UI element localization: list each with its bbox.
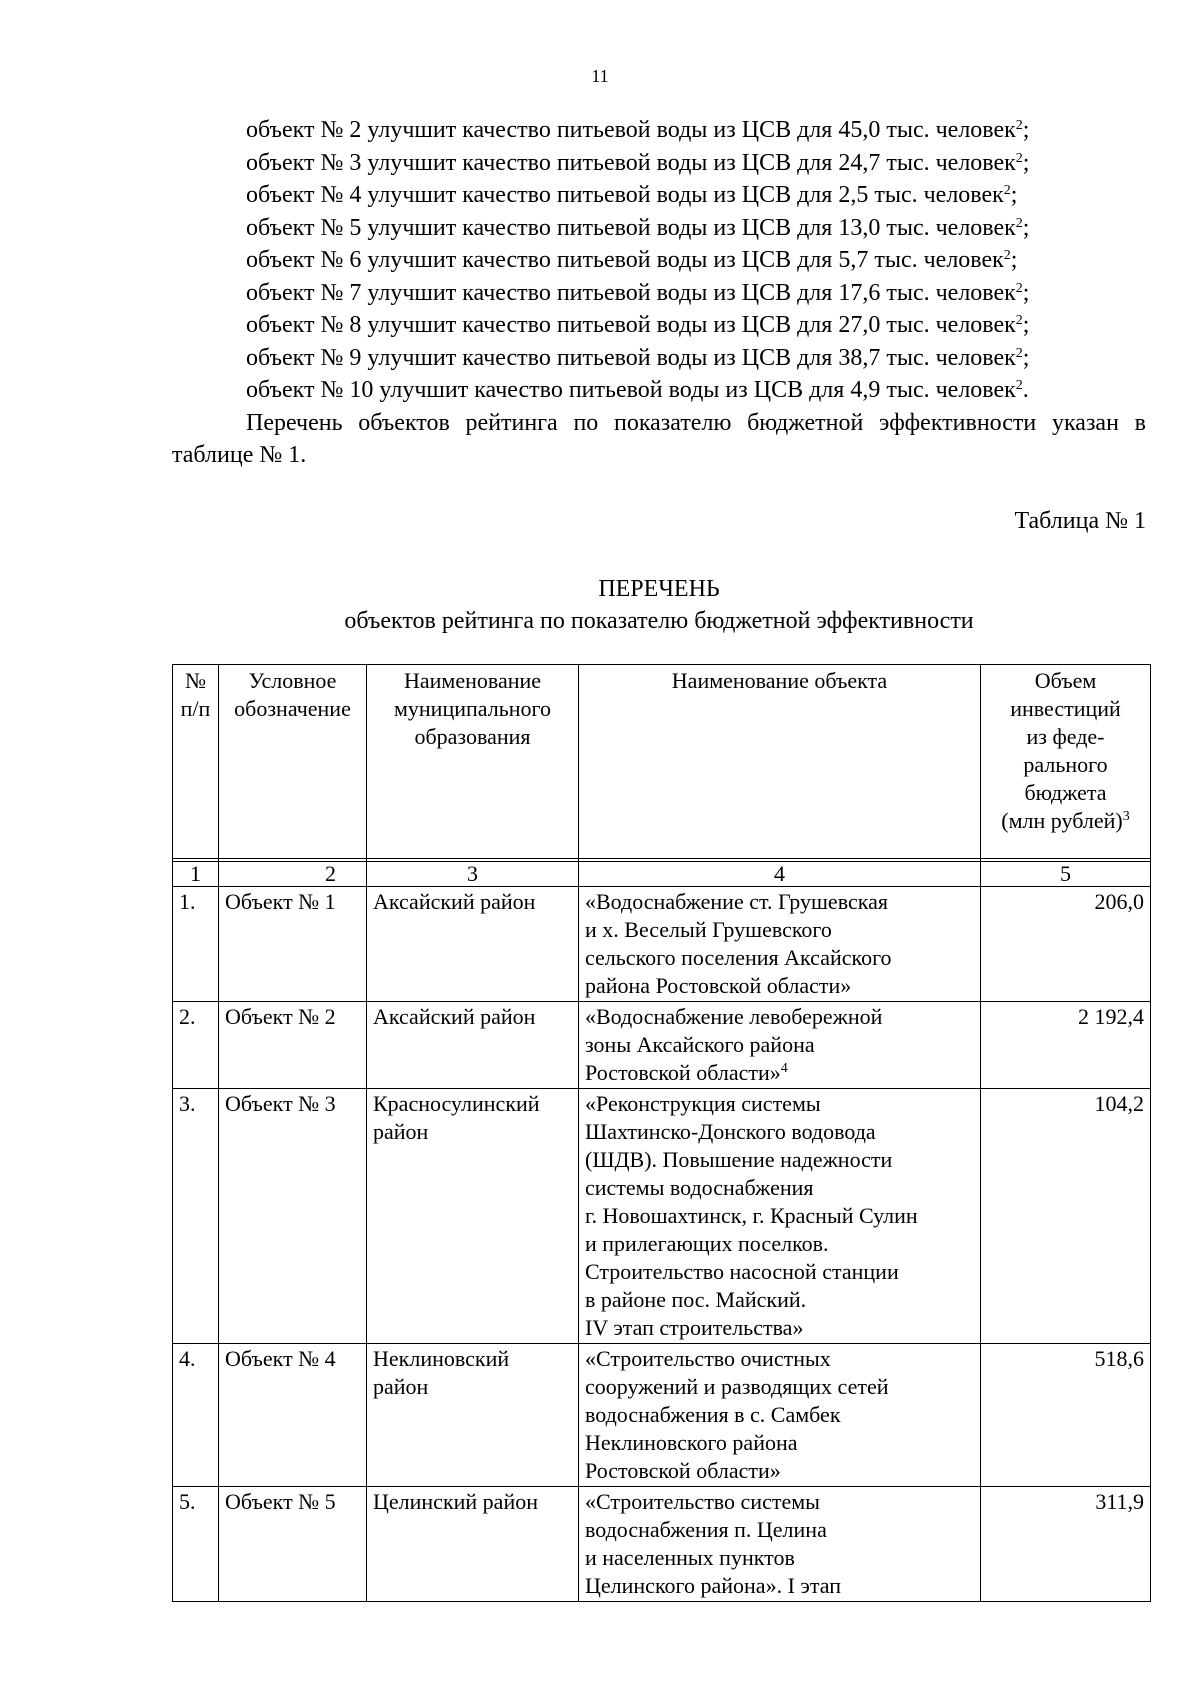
object-line [172, 342, 1146, 375]
row-object-name [579, 1344, 981, 1487]
column-number: 5 [981, 862, 1151, 887]
table-subtitle: объектов рейтинга по показателю бюджетной эффективности [344, 608, 974, 634]
body-text [172, 114, 1146, 472]
table-row [173, 1487, 1151, 1602]
row-object-name [579, 887, 981, 1002]
row-designation: Объект № 1 [219, 887, 367, 1002]
table-caption: Таблица № 1 [1014, 508, 1146, 534]
header-designation: Условное обозначение [219, 665, 367, 859]
row-investment-value: 206,0 [981, 887, 1151, 1002]
column-numbers-row [173, 862, 1151, 887]
object-line-text: объект № 4 улучшит качество питьевой воды из ЦСВ для 2,5 тыс. человек [246, 182, 1004, 208]
line-end-punctuation: ; [1010, 182, 1018, 208]
row-object-text: «Строительство очистных сооружений и разводящих сетей водоснабжения в с. Самбек Неклиновского района Ростовской области» [585, 1346, 889, 1483]
object-line [172, 244, 1146, 277]
footnote-mark: 4 [780, 1061, 788, 1076]
row-object-text: «Водоснабжение ст. Грушевская и х. Веселый Грушевского сельского поселения Аксайского района Ростовской области» [585, 889, 892, 998]
row-number: 2. [173, 1002, 219, 1089]
header-object-name: Наименование объекта [579, 665, 981, 859]
row-municipality: Аксайский район [367, 1002, 579, 1089]
object-line [172, 309, 1146, 342]
column-number: 4 [579, 862, 981, 887]
row-object-name [579, 1002, 981, 1089]
row-object-text: «Водоснабжение левобережной зоны Аксайского района Ростовской области» [585, 1004, 883, 1085]
table-row [173, 887, 1151, 1002]
object-line-text: объект № 10 улучшит качество питьевой воды из ЦСВ для 4,9 тыс. человек [246, 377, 1016, 403]
row-designation: Объект № 3 [219, 1089, 367, 1344]
line-end-punctuation: ; [1022, 149, 1030, 176]
object-line [172, 114, 1146, 147]
object-line-text: объект № 6 улучшит качество питьевой воды из ЦСВ для 5,7 тыс. человек [246, 247, 1004, 273]
column-number: 2 [219, 862, 367, 887]
line-end-punctuation: . [1022, 377, 1029, 403]
header-investment-text: Объем инвестиций из феде- рального бюджета (млн рублей) [1001, 668, 1123, 833]
footnote-mark: 2 [1015, 118, 1023, 133]
row-municipality: Целинский район [367, 1487, 579, 1602]
object-line-text: объект № 2 улучшит качество питьевой воды из ЦСВ для 45,0 тыс. человек [246, 117, 1016, 143]
footnote-mark: 2 [1015, 280, 1023, 296]
table-title-block [172, 573, 1146, 637]
footnote-mark: 2 [1015, 313, 1023, 328]
row-object-name [579, 1487, 981, 1602]
row-designation: Объект № 5 [219, 1487, 367, 1602]
intro-paragraph: Перечень объектов рейтинга по показателю бюджетной эффективности указан в таблице № 1. [172, 409, 1146, 468]
objects-table [172, 664, 1151, 1602]
row-investment-value: 518,6 [981, 1344, 1151, 1487]
row-object-text: «Реконструкция системы Шахтинско-Донского водовода (ШДВ). Повышение надежности системы водоснабжения г. Новошахтинск, г. Красный Сулин и прилегающих поселков. Строительство насосной станции в районе пос. Майский. IV этап строительства» [585, 1091, 918, 1340]
row-municipality: Красносулинский район [367, 1089, 579, 1344]
object-line [172, 147, 1146, 180]
line-end-punctuation: ; [1022, 344, 1030, 371]
object-line-text: объект № 7 улучшит качество питьевой воды из ЦСВ для 17,6 тыс. человек [246, 279, 1016, 306]
footnote-mark: 2 [1015, 345, 1023, 361]
object-lines [172, 114, 1146, 407]
row-number: 3. [173, 1089, 219, 1344]
object-line [172, 212, 1146, 245]
table-row [173, 1089, 1151, 1344]
table-row [173, 1344, 1151, 1487]
column-number: 3 [367, 862, 579, 887]
object-line-text: объект № 3 улучшит качество питьевой воды из ЦСВ для 24,7 тыс. человек [246, 149, 1016, 176]
row-object-name [579, 1089, 981, 1344]
table-row [173, 1002, 1151, 1089]
table-header-row [173, 665, 1151, 859]
line-end-punctuation: ; [1022, 214, 1030, 241]
line-end-punctuation: ; [1022, 312, 1030, 338]
footnote-mark: 2 [1003, 183, 1011, 198]
line-end-punctuation: ; [1022, 117, 1030, 143]
row-object-text: «Строительство системы водоснабжения п. Целина и населенных пунктов Целинского района». I этап [585, 1489, 841, 1598]
row-investment-value: 2 192,4 [981, 1002, 1151, 1089]
header-investment-footnote: 3 [1122, 809, 1130, 824]
row-municipality: Неклиновский район [367, 1344, 579, 1487]
header-investment [981, 665, 1151, 859]
row-investment-value: 104,2 [981, 1089, 1151, 1344]
row-municipality: Аксайский район [367, 887, 579, 1002]
object-line [172, 374, 1146, 407]
line-end-punctuation: ; [1010, 247, 1018, 273]
line-end-punctuation: ; [1022, 279, 1030, 306]
row-number: 1. [173, 887, 219, 1002]
table-title: ПЕРЕЧЕНЬ [598, 576, 720, 602]
footnote-mark: 2 [1003, 248, 1011, 263]
object-line-text: объект № 5 улучшит качество питьевой воды из ЦСВ для 13,0 тыс. человек [246, 214, 1016, 241]
header-number: № п/п [173, 665, 219, 859]
row-investment-value: 311,9 [981, 1487, 1151, 1602]
footnote-mark: 2 [1015, 378, 1023, 393]
object-line [172, 179, 1146, 212]
object-line [172, 277, 1146, 310]
row-number: 5. [173, 1487, 219, 1602]
column-number: 1 [173, 862, 219, 887]
row-designation: Объект № 4 [219, 1344, 367, 1487]
footnote-mark: 2 [1015, 215, 1023, 231]
row-designation: Объект № 2 [219, 1002, 367, 1089]
page-number: 11 [591, 66, 609, 86]
object-line-text: объект № 9 улучшит качество питьевой воды из ЦСВ для 38,7 тыс. человек [246, 344, 1016, 371]
footnote-mark: 2 [1015, 150, 1023, 166]
row-number: 4. [173, 1344, 219, 1487]
header-municipality: Наименование муниципального образования [367, 665, 579, 859]
object-line-text: объект № 8 улучшит качество питьевой воды из ЦСВ для 27,0 тыс. человек [246, 312, 1016, 338]
